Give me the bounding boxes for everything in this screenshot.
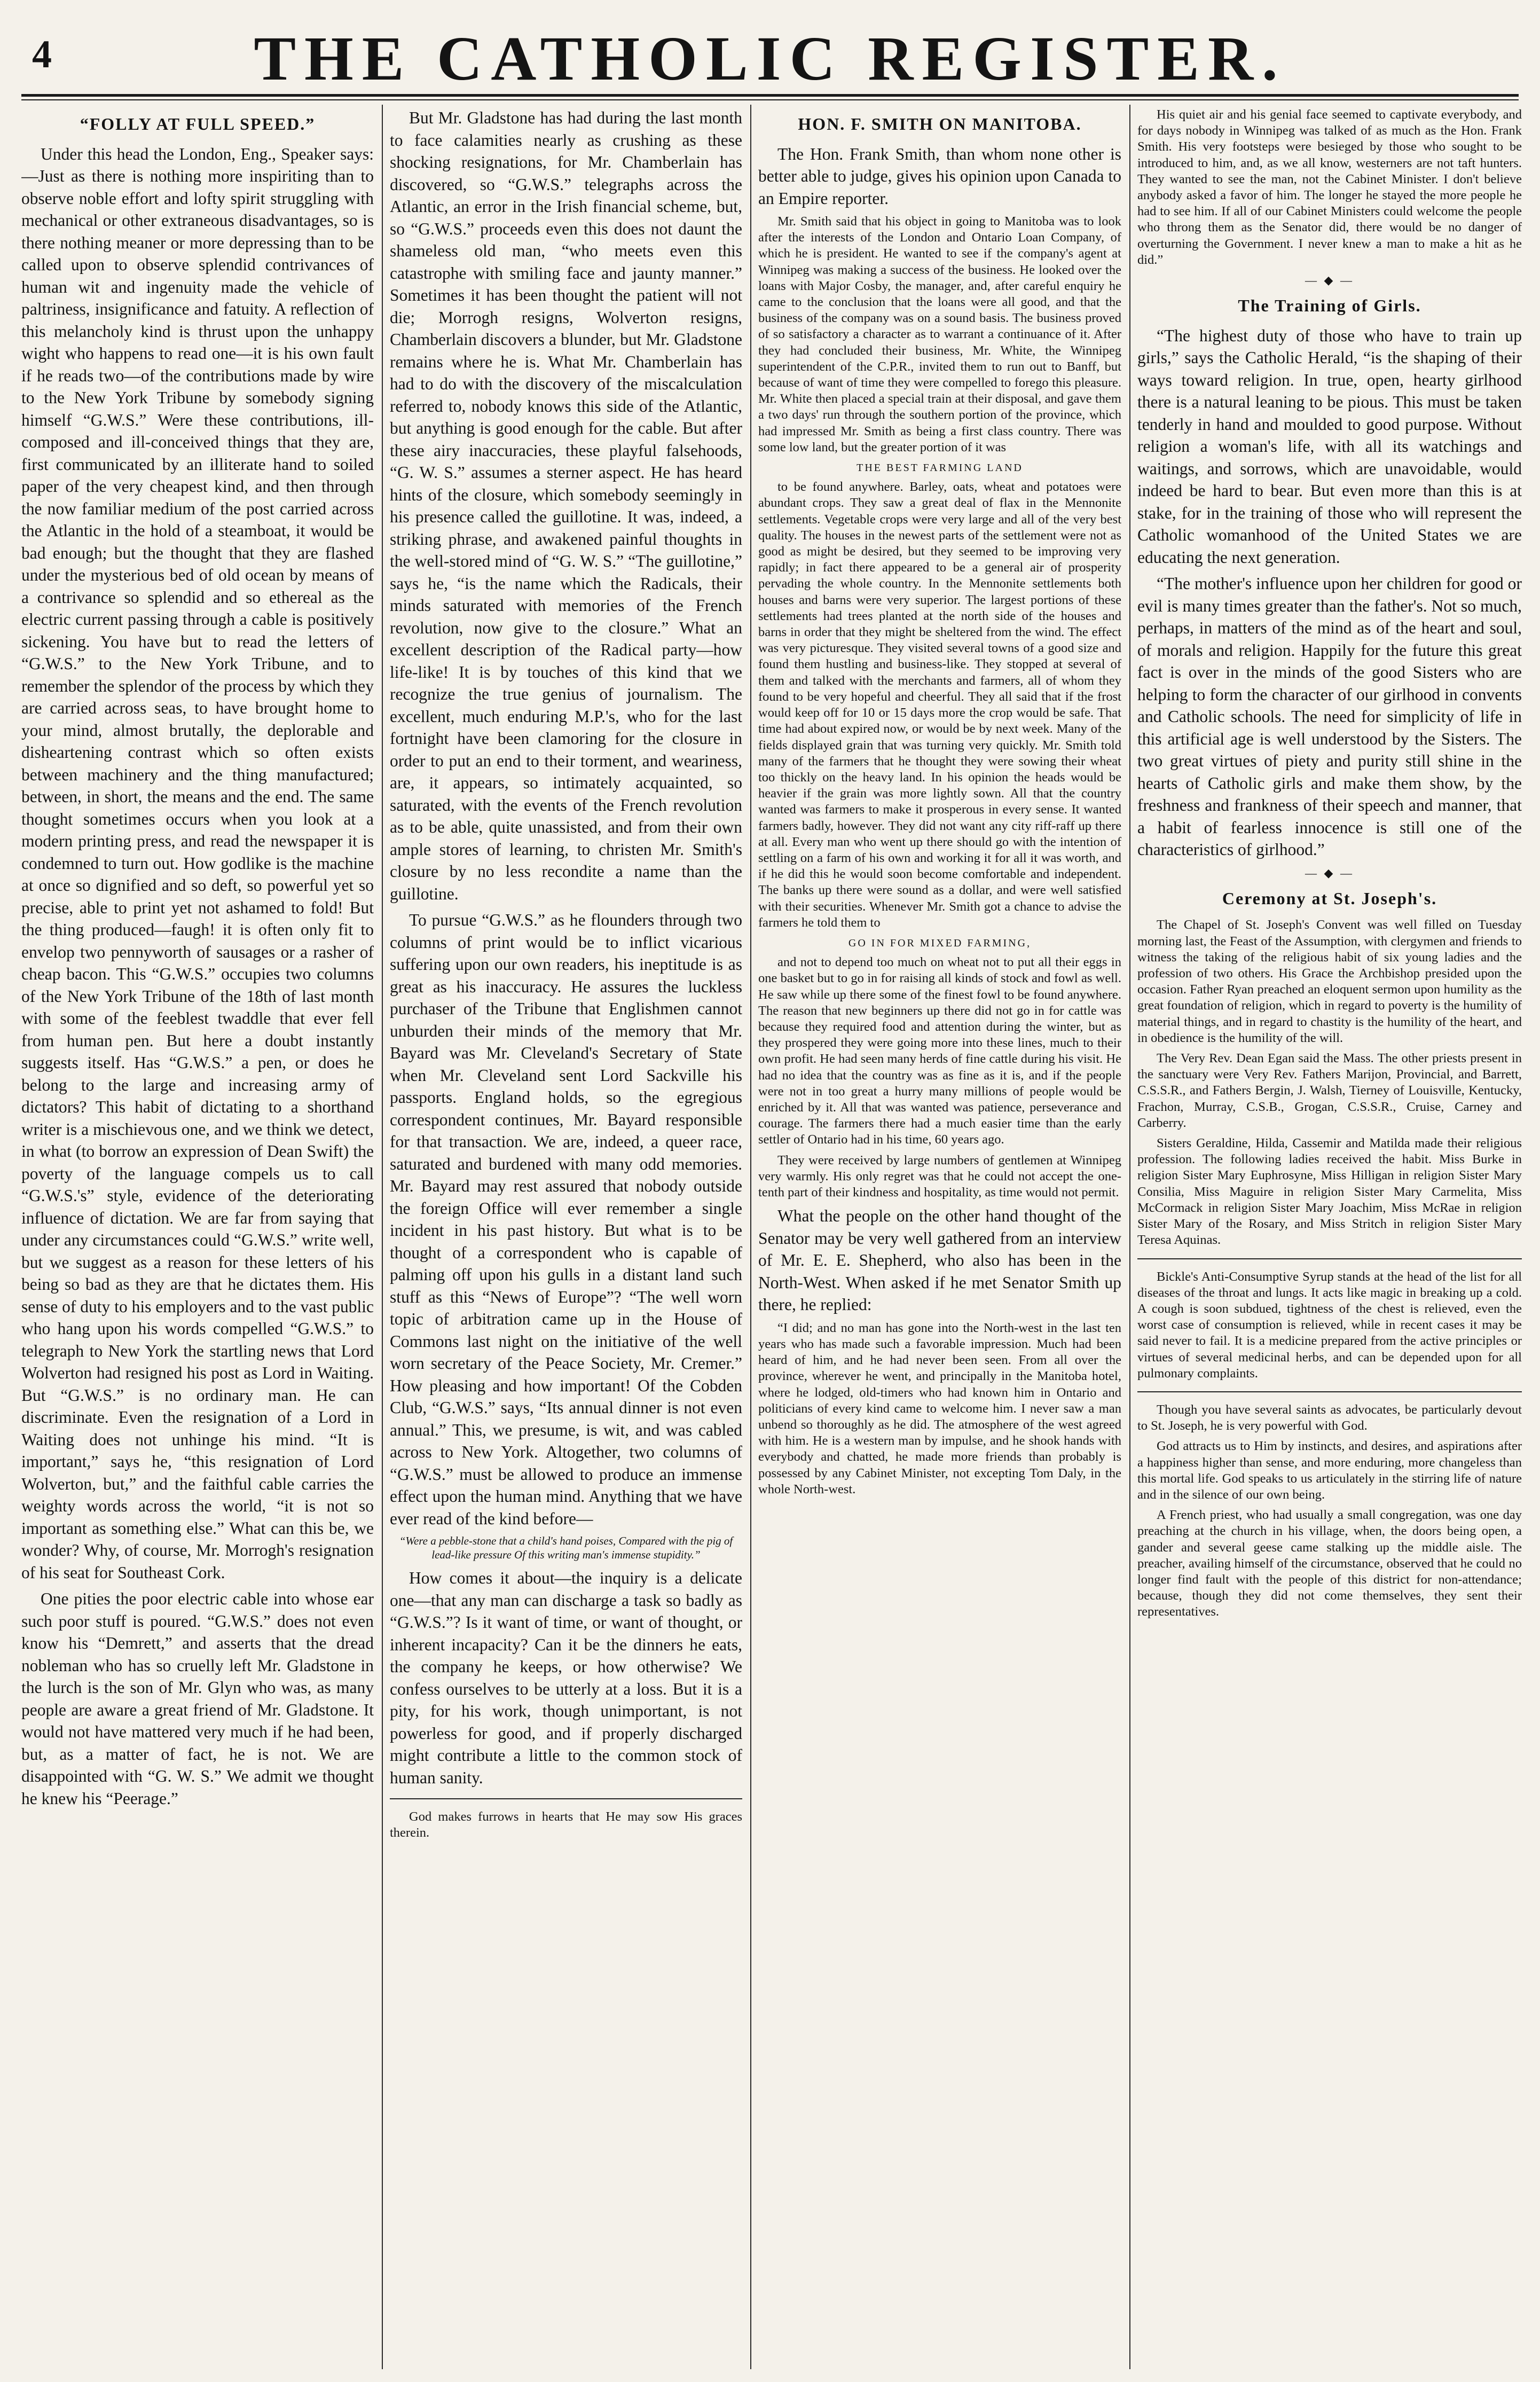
article-paragraph: One pities the poor electric cable into whose ear such poor stuff is poured. “G.W.S.” does not even know his “Demrett,” and asserts that the dread nobleman who has so cruelly left Mr. Gladstone in the lurch is the son of Mr. Glyn who was, as many people are aware a great friend of Mr. Gladstone. It would not have mattered very much if he had been, but, as a matter of fact, he is not. We are disappointed with “G. W. S.” We admit we thought he knew his “Peerage.”	[21, 1589, 374, 1808]
subheading: GO IN FOR MIXED FARMING,	[848, 937, 1032, 949]
article-paragraph: “I did; and no man has gone into the North-west in the last ten years who has made such a favorable impression. Much had been heard of him, and he had never been seen. From all over the province, wherever he went, and principally in the Manitoba hotel, where he lodged, old-timers who had known him in Ontario and politicians of every kind came to welcome him. I never saw a man unbend so thoroughly as he did. The atmosphere of the west agreed with him. He is a western man by impulse, and he shook hands with everybody and chatted, he made more friends than probably is possessed by any Cabinet Minister, not excepting Tom Daly, in the whole North-west.	[758, 1320, 1121, 1496]
section-rule	[390, 1798, 742, 1799]
article-paragraph: Mr. Smith said that his object in going to Manitoba was to look after the interests of the London and Ontario Loan Company, of which he is president. He wanted to see if the company's agent at Winnipeg was making a success of the business. He looked over the loans with Major Cosby, the manager, and, after careful enquiry he came to the conclusion that the loans were all good, and that the business of the company was on a sound basis. The business proved of so satisfactory a character as to warrant a continuance of it. After they had concluded their business, Mr. White, the Winnipeg superintendent of the C.P.R., invited them to run out to Banff, but because of want of time they were compelled to forego this pleasure. Mr. White then placed a special train at their disposal, and gave them a two days' run through the southern portion of the province, which had impressed Mr. Smith as being a first class country. There was some low land, but the greater portion of it was	[758, 214, 1121, 455]
article-paragraph: What the people on the other hand thought of the Senator may be very well gathered from an interview of Mr. E. E. Shepherd, who also has been in the North-West. When asked if he met Senator Smith up there, he replied:	[758, 1206, 1121, 1314]
article-paragraph: How comes it about—the inquiry is a delicate one—that any man can discharge a task so badly as “G.W.S.”? Is it want of time, or want of thought, or inherent incapacity? Can it be the dinners he eats, the company he keeps, or how otherwise? We confess ourselves to be utterly at a loss. But it is a pity, for his work, though unimportant, is not powerless for good, and if properly discharged might contribute a little to the common stock of human sanity.	[390, 1569, 742, 1787]
article-heading: HON. F. SMITH ON MANITOBA.	[798, 114, 1082, 134]
article-paragraph: Sisters Geraldine, Hilda, Cassemir and Matilda made their religious profession. The following ladies received the habit. Miss Burke in religion Sister Mary Euphrosyne, Miss Hilligan in religion Sister Mary Consilia, Miss Maguire in religion Sister Mary Carmelita, Miss McCormack in religion Sister Mary Joachim, Miss McRae in religion Sister Mary of the Rosary, and Miss Stritch in religion Sister Mary Teresa Aquinas.	[1137, 1136, 1522, 1248]
advertisement-paragraph: Bickle's Anti-Consumptive Syrup stands at the head of the list for all diseases of the throat and lungs. It acts like magic in breaking up a cold. A cough is soon subdued, tightness of the chest is relieved, even the worst case of consumption is relieved, while in recent cases it may be said never to fail. It is a medicine prepared from the active principles or virtues of several medicinal herbs, and can be depended upon for all pulmonary complaints.	[1137, 1269, 1522, 1381]
article-paragraph: But Mr. Gladstone has had during the last month to face calamities nearly as crushing as these shocking resignations, for Mr. Chamberlain has discovered, so “G.W.S.” telegraphs across the Atlantic, an error in the Irish financial scheme, but, so “G.W.S.” proceeds even this does not daunt the shameless old man, “who meets even this catastrophe with smiling face and jaunty manner.” Sometimes it has been thought the patient will not die; Morrogh resigns, Wolverton resigns, Chamberlain discovers a blunder, but Mr. Gladstone remains where he is. What Mr. Chamberlain has had to do with the discovery of the miscalculation referred to, nobody knows this side of the Atlantic, but anything is good enough for the cable. But after these airy inaccuracies, these playful falsehoods, “G. W. S.” assumes a sterner aspect. He has heard hints of the closure, which somebody seemingly in his presence called the guillotine. It was, indeed, a striking phrase, and awakened painful thoughts in the well-stored mind of “G. W. S.” “The guillotine,” says he, “is the name which the Radicals, their minds saturated with memories of the French revolution, now give to the closure.” What an excellent description of the Radical party—how life-like! It is by touches of this kind that we recognize the true genius of journalism. The excellent, much enduring M.P.'s, who for the last fortnight have been clamoring for the closure in order to put an end to their torment, and weariness, are, it appears, so intimately acquainted, so saturated, with the events of the French revolution as to be able, quite unassisted, and from their own ample stores of learning, to christen Mr. Smith's closure by no less recondite a name than the guillotine.	[390, 108, 742, 903]
column-divider	[1129, 105, 1130, 2369]
article-paragraph: To pursue “G.W.S.” as he flounders through two columns of print would be to inflict vicarious suffering upon our own readers, his ineptitude is as great as his inaccuracy. He assures the luckless purchaser of the Tribune that Englishmen cannot unburden their minds of the memory that Mr. Bayard was Mr. Cleveland's Secretary of State when Mr. Cleveland sent Lord Sackville his passports. England holds, so the egregious correspondent continues, Mr. Bayard responsible for that transaction. We are, indeed, a queer race, saturated and burdened with many odd memories. Mr. Bayard may rest assured that nobody outside the foreign Office will ever remember a single incident in his past history. But what is to be thought of a correspondent who is capable of palming off upon his gulls in a distant land such stuff as this “News of Europe”? “The well worn topic of arbitration came up in the House of Commons last night on the initiative of the well worn secretary of the Peace Society, Mr. Cremer.” How pleasing and how important! Of the Cobden Club, “G.W.S.” says, “Its annual dinner is not even annual.” This, we presume, is wit, and was cabled across to New York. Altogether, two columns of “G.W.S.” must be allowed to produce an immense effect upon the human mind. Anything that we have ever read of the kind before—	[390, 911, 742, 1528]
header-rule	[21, 94, 1519, 97]
article-folly-at-full-speed	[21, 107, 374, 2366]
article-paragraph: The Chapel of St. Joseph's Convent was well filled on Tuesday morning last, the Feast of the Assumption, with clergymen and friends to witness the taking of the religious habit of six young ladies and the profession of two others. His Grace the Archbishop presided upon the occasion. Father Ryan preached an eloquent sermon upon humility as the great foundation of religion, which in regard to poverty is the humility of material things, and in regard to chastity is the humility of the heart, and in obedience is the humility of the will.	[1137, 918, 1522, 1045]
section-rule	[1137, 1258, 1522, 1259]
article-paragraph: “The mother's influence upon her children for good or evil is many times greater than the father's. Not so much, perhaps, in matters of the mind as of the heart and soul, of morals and religion. Happily for the future this great fact is over in the minds of the good Sisters who are helping to form the character of our girlhood in convents and Catholic schools. The need for simplicity of life in this artificial age is well understood by the Sisters. The two great virtues of piety and purity still shine in the hearts of Catholic girls and make them show, by the freshness and frankness of their speech and manner, that a habit of fearless innocence is still one of the characteristics of girlhood.”	[1137, 574, 1522, 859]
ornament-divider: — ◆ —	[1305, 273, 1354, 287]
article-paragraph: They were received by large numbers of gentlemen at Winnipeg very warmly. His only regret was that he could not accept the one-tenth part of their kindness and hospitality, as time would not permit.	[758, 1153, 1121, 1200]
page-number: 4	[32, 33, 52, 76]
article-smith-on-manitoba	[758, 107, 1121, 2366]
article-paragraph: A French priest, who had usually a small congregation, was one day preaching at the church in his village, when, the doors being open, a gander and several geese came stalking up the middle aisle. The preacher, availing himself of the circumstance, observed that he could no longer find fault with the people of this district for non-attendance; because, though they did not come themselves, they sent their representatives.	[1137, 1508, 1522, 1619]
article-heading-training-of-girls: The Training of Girls.	[1238, 296, 1421, 316]
article-intro: The Hon. Frank Smith, than whom none other is better able to judge, gives his opinion upon Canada to an Empire reporter.	[758, 144, 1121, 208]
section-rule	[1137, 1391, 1522, 1392]
column-divider	[382, 105, 383, 2369]
article-folly-continued	[390, 107, 742, 2366]
filler-quote: God makes furrows in hearts that He may sow His graces therein.	[390, 1809, 742, 1840]
header-rule-thin	[21, 99, 1519, 100]
subheading: THE BEST FARMING LAND	[857, 462, 1023, 474]
article-paragraph: God attracts us to Him by instincts, and desires, and aspirations after a happiness higher than sense, and more enduring, more changeless than this mortal life. God speaks to us articulately in the stirring life of nature and in the silence of our own being.	[1137, 1439, 1522, 1502]
article-heading: “FOLLY AT FULL SPEED.”	[80, 114, 316, 134]
verse-quote: “Were a pebble-stone that a child's hand poises, Compared with the pig of lead-like pressure Of this writing man's immense stupidity.”	[399, 1534, 733, 1561]
article-paragraph: The Very Rev. Dean Egan said the Mass. The other priests present in the sanctuary were Very Rev. Fathers Marijon, Provincial, and Barrett, C.S.S.R., and Fathers Bergin, J. Walsh, Tierney of Louisville, Kentucky, Frachon, Murray, C.S.B., Grogan, C.S.S.R., Cruise, Carney and Carberry.	[1137, 1051, 1522, 1130]
article-paragraph: Under this head the London, Eng., Speaker says:—Just as there is nothing more inspiriting than to observe noble effort and lofty spirit struggling with mechanical or other extraneous disadvantages, so is there nothing meaner or more depressing than to be called upon to observe splendid contrivances of human wit and ingenuity made the vehicle of paltriness, insignificance and fatuity. A reflection of this melancholy kind is thrust upon the unhappy wight who happens to read one—it is his own fault if he reads two—of the contributions made by wire to the New York Tribune by somebody signing himself “G.W.S.” Were these contributions, ill-composed and ill-conceived things that they are, first communicated by an illiterate hand to soiled paper of the very cheapest kind, and then through the now familiar medium of the post carried across the Atlantic in the hold of a steamboat, it would be bad enough; but the thought that they are flashed under the mysterious bed of old ocean by means of a contrivance so splendid and so ethereal as the electric current passing through a cable is positively sickening. You have but to read the letters of “G.W.S.” to the New York Tribune, and to remember the splendor of the process by which they are carried across seas, to have brought home to your mind, almost brutally, the deplorable and disheartening contrast which so often exists between machinery and the thing manufactured; between, in short, the means and the end. The same thought sometimes occurs when you look at a modern printing press, and read the newspaper it is condemned to turn out. How godlike is the machine at once so dignified and so deft, so powerful yet so precise, able to print yet not ashamed to fold! But the thing produced—faugh! it is often only fit to envelop two pennyworth of sausages or a rasher of cheap bacon. This “G.W.S.” occupies two columns of the New York Tribune of the 18th of last month with some of the feeblest twaddle that ever fell from human pen. But here a doubt instantly suggests itself. Has “G.W.S.” a pen, or does he belong to the large and increasing army of dictators? This habit of dictating to a shorthand writer is a mischievous one, and we think we detect, in what (to borrow an expression of Dean Swift) the poverty of the language compels us to call “G.W.S.'s” style, evidence of the deteriorating influence of dictation. We are far from saying that under any circumstances could “G.W.S.” write well, but we suggest as a reason for these letters of his being so bad as they are that he dictates them. His sense of duty to his employers and to the vast public who hang upon his words compelled “G.W.S.” to telegraph to New York the startling news that Lord Wolverton had resigned his post as Lord in Waiting. But “G.W.S.” is no ordinary man. He can discriminate. Even the resignation of a Lord in Waiting does not unhinge his mind. “It is important,” says he, “this resignation of Lord Wolverton, but,” and the faithful cable carries the weighty words across the world, “it is not so important as something else.” What can this be, we wonder? Why, of course, Mr. Morrogh's resignation of his seat for Southeast Cork.	[21, 144, 374, 1582]
column-divider	[750, 105, 751, 2369]
article-paragraph: and not to depend too much on wheat not to put all their eggs in one basket but to go in for raising all kinds of stock and fowl as well. He saw while up there some of the finest fowl to be found anywhere. The reason that new beginners up there did not go in for cattle was because they required food and attention during the winter, but as they prospered they were going more into these lines, much to their own profit. He had seen many herds of fine cattle during his visit. He had no idea that the country was as fine as it is, and if the people were not in too great a hurry many millions of people would be enriched by it. All that was wanted was patience, perseverance and courage. The farmers there had a much easier time than the early settler of Ontario had in his time, 60 years ago.	[758, 955, 1121, 1147]
article-paragraph: to be found anywhere. Barley, oats, wheat and potatoes were abundant crops. They saw a great deal of flax in the Mennonite settlements. Vegetable crops were very large and all of the very best quality. The houses in the newest parts of the settlement were not as good as might be desired, but they seemed to be improving very rapidly; in fact there appeared to be a general air of prosperity pervading the whole country. In the Mennonite settlements both houses and barns were very superior. The largest portions of these settlements had trees planted at the north side of the houses and barns in order that they might be sheltered from the wind. The effect was very picturesque. They visited several towns of a good size and found them hustling and business-like. They stopped at several of them and talked with the merchants and farmers, all of whom they found to be very hopeful and cheerful. They all said that if the frost would keep off for 10 or 15 days more the crop would be safe. That time had about expired now, or would be by next week. Many of the fields displayed grain that was turning very quickly. Mr. Smith told many of the farmers that he thought they were sowing their wheat too thickly on the heavy land. In his opinion the heads would be heavier if the grain was more lightly sown. All that the country wanted was farmers to make it prosperous in every sense. It wanted farmers badly, however. They did not want any city riff-raff up there at all. Every man who went up there should go with the intention of settling on a farm of his own and working it for all it was worth, and if he did this he would soon become comfortable and independent. The banks up there were sound as a dollar, and were well satisfied with their securities. Whenever Mr. Smith got a chance to advise the farmers he told them to	[758, 480, 1121, 930]
ornament-divider: — ◆ —	[1305, 866, 1354, 880]
article-paragraph: Though you have several saints as advocates, be particularly devout to St. Joseph, he is very powerful with God.	[1137, 1402, 1522, 1433]
column-four	[1137, 107, 1522, 2366]
masthead-area	[0, 0, 1540, 107]
article-heading-ceremony: Ceremony at St. Joseph's.	[1222, 888, 1437, 908]
article-paragraph: “The highest duty of those who have to train up girls,” says the Catholic Herald, “is the shaping of their ways toward religion. In true, open, hearty girlhood there is a natural leaning to be pious. This must be taken tenderly in hand and moulded to good purpose. Without religion a woman's life, with all its watchings and waitings, and sorrows, which are unavoidable, would indeed be hard to bear. But even more than this is at stake, for in the training of those who will represent the Catholic womanhood of the United States we are educating the next generation.	[1137, 326, 1522, 567]
newspaper-title: THE CATHOLIC REGISTER.	[254, 23, 1286, 93]
article-paragraph: His quiet air and his genial face seemed to captivate everybody, and for days nobody in Winnipeg was talked of as much as the Hon. Frank Smith. His very footsteps were besieged by those who sought to be introduced to him, and, as we all know, westerners are not taft hunters. They wanted to see the man, not the Cabinet Minister. I don't believe anybody asked a favor of him. The longer he stayed the more people he had to see him. If all of our Cabinet Ministers could welcome the people who throng them as the Senator did, there would be no danger of overturning the Government. I never knew a man to make a hit as he did.”	[1137, 107, 1522, 267]
